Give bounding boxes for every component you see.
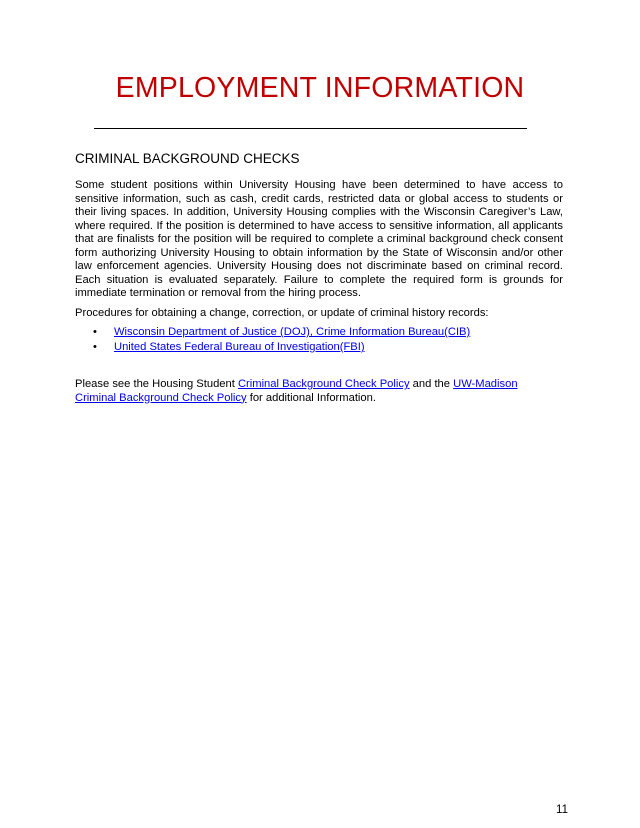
uw-madison-policy-link[interactable]: UW-Madison Criminal Background Check Policy bbox=[75, 378, 518, 404]
housing-policy-link[interactable]: Criminal Background Check Policy bbox=[237, 378, 410, 390]
procedures-paragraph: Procedures for obtaining a change, correction, or update of criminal history records: bbox=[75, 307, 489, 319]
intro-paragraph: Some student positions within University Housing have been determined to have access to sensitive information, such as cash, credit cards, restricted data or global access to students or their living spaces. In addition, University Housing complies with the Wisconsin Caregiver’s Law, where required. If the position is determined to have access to sensitive information, all applicants that are finalists for the position will be required to complete a criminal background check consent form authorizing University Housing to obtain information by the State of Wisconsin and/or other law enforcement agencies. University Housing does not discriminate based on criminal record. Each situation is evaluated separately. Failure to complete the required form is grounds for immediate termination or removal from the hiring process. bbox=[75, 179, 563, 299]
closing-text-before: Please see the Housing Student bbox=[75, 378, 238, 390]
wisconsin-doj-link[interactable]: Wisconsin Department of Justice (DOJ), Crime Information Bureau(CIB) bbox=[114, 326, 471, 338]
page-number: 11 bbox=[556, 804, 568, 816]
closing-text-middle: and the bbox=[409, 378, 454, 390]
fbi-link[interactable]: United States Federal Bureau of Investigation(FBI) bbox=[114, 341, 365, 353]
bullet-icon: • bbox=[93, 326, 97, 338]
closing-paragraph bbox=[75, 378, 545, 405]
list-item bbox=[93, 325, 470, 340]
records-links-list bbox=[93, 325, 470, 355]
closing-text-after: for additional Information. bbox=[246, 391, 376, 404]
section-heading: CRIMINAL BACKGROUND CHECKS bbox=[75, 151, 300, 166]
page-title: EMPLOYMENT INFORMATION bbox=[115, 72, 525, 104]
bullet-icon: • bbox=[93, 341, 97, 353]
list-item bbox=[93, 340, 470, 355]
title-divider bbox=[94, 128, 527, 129]
